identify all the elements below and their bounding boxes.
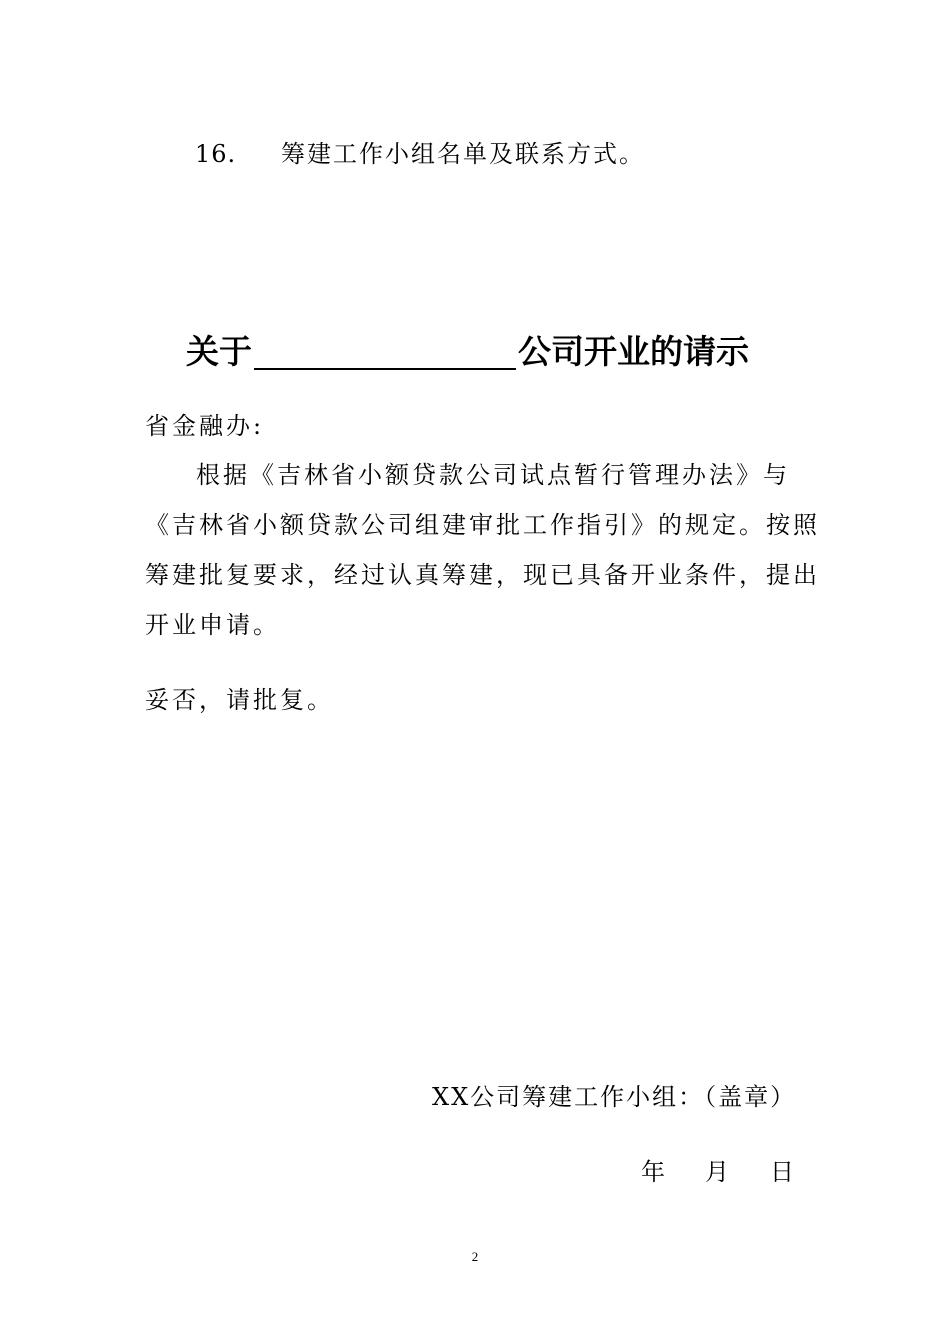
company-name-blank bbox=[254, 332, 516, 370]
body-line: 开业申请。 bbox=[145, 611, 280, 639]
date-year-label: 年 bbox=[641, 1158, 665, 1186]
salutation: 省金融办: bbox=[145, 412, 265, 440]
date-month-label: 月 bbox=[705, 1158, 729, 1186]
body-paragraph bbox=[145, 450, 820, 650]
title-prefix: 关于 bbox=[186, 332, 252, 371]
title-suffix: 公司开业的请示 bbox=[518, 332, 749, 371]
body-line: 根据《吉林省小额贷款公司试点暂行管理办法》与 bbox=[196, 461, 790, 489]
date-day-label: 日 bbox=[770, 1158, 794, 1186]
document-title bbox=[186, 326, 749, 378]
body-line: 筹建批复要求，经过认真筹建，现已具备开业条件，提出 bbox=[145, 561, 820, 589]
list-item-number: 16. bbox=[195, 140, 237, 168]
page-number: 2 bbox=[471, 1249, 479, 1264]
closing-line: 妥否，请批复。 bbox=[145, 686, 334, 714]
body-line: 《吉林省小额贷款公司组建审批工作指引》的规定。按照 bbox=[145, 511, 820, 539]
signature-line: XX公司筹建工作小组：（盖章） bbox=[432, 1083, 797, 1111]
list-item-16 bbox=[0, 134, 950, 174]
date-line bbox=[0, 1148, 950, 1196]
list-item-text: 筹建工作小组名单及联系方式。 bbox=[281, 140, 645, 168]
